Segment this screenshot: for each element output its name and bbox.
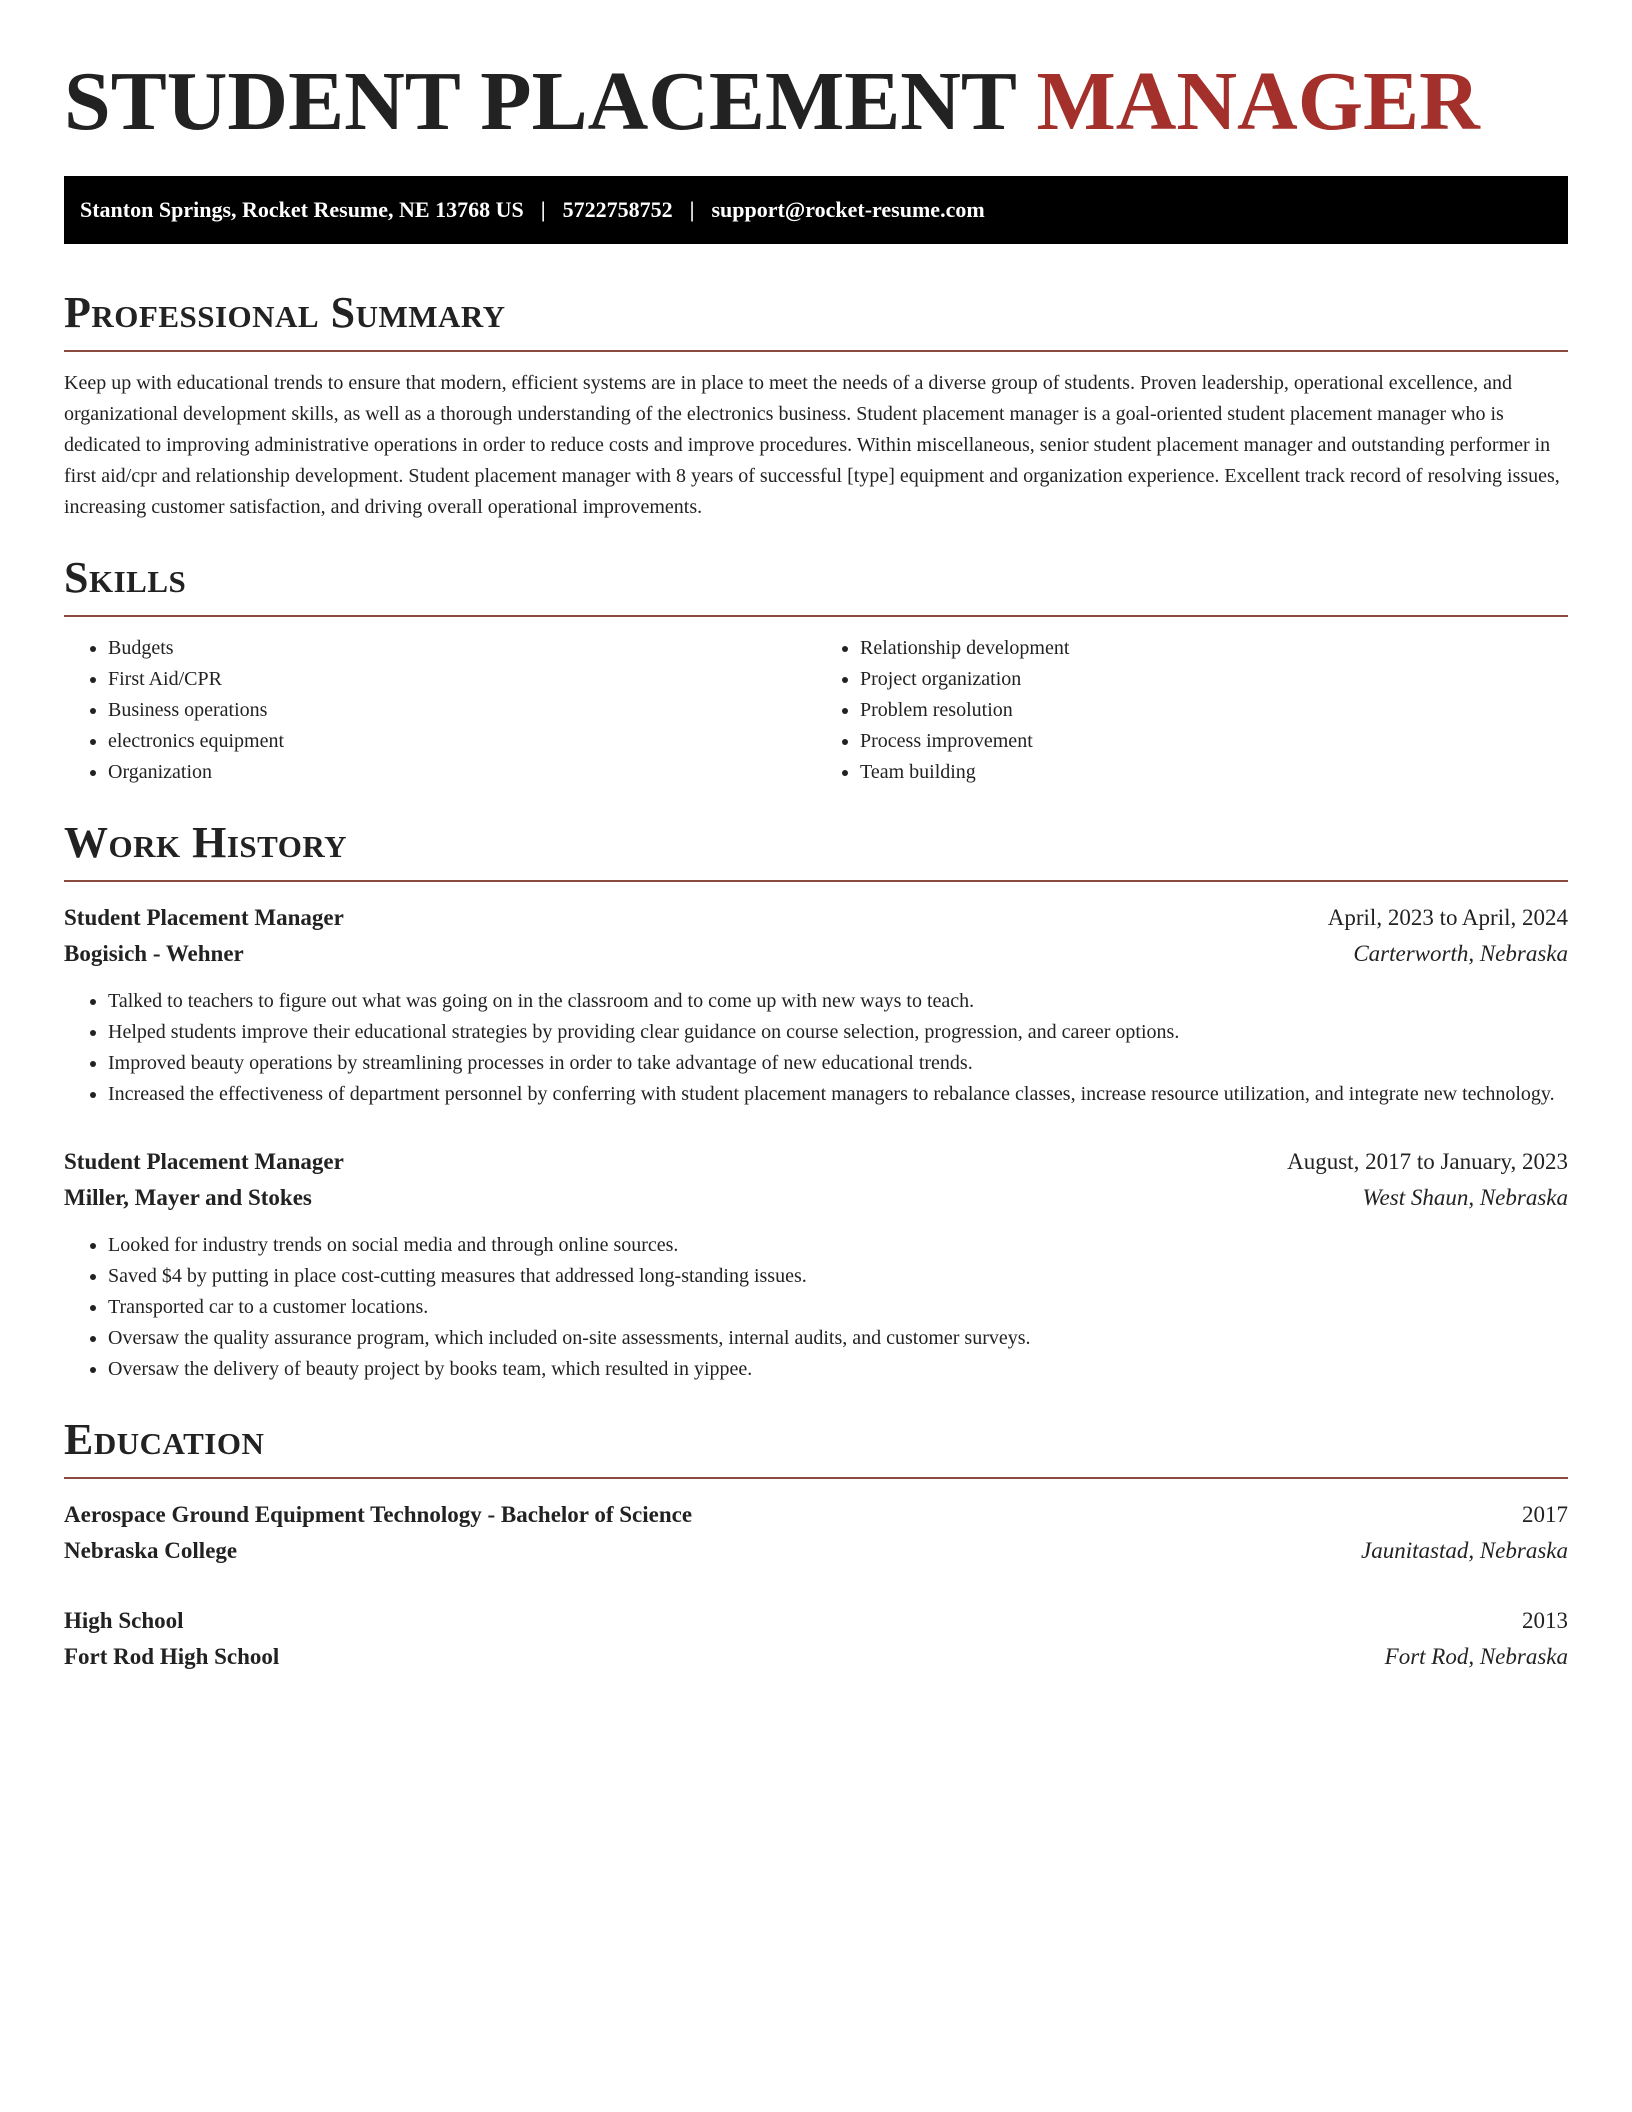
- skills-grid: [64, 617, 1568, 788]
- summary-heading: Professional Summary: [64, 288, 1568, 352]
- job-company-row: [64, 1180, 1568, 1216]
- skill-item: • Relationship development: [860, 633, 1568, 664]
- job-header-row: [64, 900, 1568, 936]
- skill-item: • Problem resolution: [860, 695, 1568, 726]
- education-degree-row: [64, 1497, 1568, 1533]
- contact-address: Stanton Springs, Rocket Resume, NE 13768 US: [80, 197, 524, 222]
- job-bullet: • Oversaw the quality assurance program, which included on-site assessments, internal audits, and customer surveys.: [108, 1323, 1568, 1354]
- job-company: Miller, Mayer and Stokes: [64, 1185, 312, 1210]
- job-bullet: • Transported car to a customer locations.: [108, 1292, 1568, 1323]
- skill-item: • Process improvement: [860, 726, 1568, 757]
- education-entry: [64, 1497, 1568, 1569]
- job-bullet: • Saved $4 by putting in place cost-cutting measures that addressed long-standing issues.: [108, 1261, 1568, 1292]
- education-section: [64, 1415, 1568, 1675]
- education-school: Nebraska College: [64, 1538, 238, 1563]
- education-entry: [64, 1603, 1568, 1675]
- summary-text: Keep up with educational trends to ensure that modern, efficient systems are in place to meet the needs of a diverse group of students. Proven leadership, operational excellence, and organizational development skills, as well as a thorough understanding of the electronics business. Student placement manager is a goal-oriented student placement manager who is dedicated to improving administrative operations in order to reduce costs and improve procedures. Within miscellaneous, senior student placement manager and outstanding performer in first aid/cpr and relationship development. Student placement manager with 8 years of successful [type] equipment and organization experience. Excellent track record of resolving issues, increasing customer satisfaction, and driving overall operational improvements.: [64, 372, 1560, 518]
- job-company: Bogisich - Wehner: [64, 941, 244, 966]
- job-location: West Shaun, Nebraska: [1362, 1185, 1568, 1210]
- title-accent: MANAGER: [1036, 55, 1480, 148]
- job-title: Student Placement Manager: [64, 905, 344, 930]
- education-year: 2013: [1522, 1608, 1568, 1633]
- education-heading: Education: [64, 1415, 1568, 1479]
- resume-title: [64, 52, 1568, 152]
- education-location: Fort Rod, Nebraska: [1384, 1644, 1568, 1669]
- job-bullet: • Increased the effectiveness of department personnel by conferring with student placement managers to rebalance classes, increase resource utilization, and integrate new technology.: [108, 1079, 1568, 1110]
- job-company-row: [64, 936, 1568, 972]
- education-degree: High School: [64, 1608, 184, 1633]
- skill-item: • Budgets: [108, 633, 816, 664]
- job-entry: [64, 1144, 1568, 1385]
- job-dates: April, 2023 to April, 2024: [1327, 905, 1568, 930]
- skills-list-left: [64, 633, 816, 788]
- job-bullet: • Helped students improve their educational strategies by providing clear guidance on course selection, progression, and career options.: [108, 1017, 1568, 1048]
- work-section: [64, 818, 1568, 1385]
- education-location: Jaunitastad, Nebraska: [1361, 1538, 1568, 1563]
- job-entry: [64, 900, 1568, 1110]
- skill-item: • First Aid/CPR: [108, 664, 816, 695]
- job-bullet: • Talked to teachers to figure out what was going on in the classroom and to come up with new ways to teach.: [108, 986, 1568, 1017]
- education-school: Fort Rod High School: [64, 1644, 280, 1669]
- education-degree: Aerospace Ground Equipment Technology - Bachelor of Science: [64, 1502, 693, 1527]
- work-heading: Work History: [64, 818, 1568, 882]
- skill-item: • Business operations: [108, 695, 816, 726]
- job-bullets: [64, 986, 1568, 1110]
- job-title: Student Placement Manager: [64, 1149, 344, 1174]
- education-degree-row: [64, 1603, 1568, 1639]
- job-bullet: • Improved beauty operations by streamlining processes in order to take advantage of new educational trends.: [108, 1048, 1568, 1079]
- summary-section: [64, 288, 1568, 523]
- contact-phone: 5722758752: [562, 197, 673, 222]
- job-location: Carterworth, Nebraska: [1353, 941, 1568, 966]
- education-school-row: [64, 1533, 1568, 1569]
- skill-item: • Team building: [860, 757, 1568, 788]
- job-dates: August, 2017 to January, 2023: [1287, 1149, 1568, 1174]
- contact-bar: [64, 176, 1568, 244]
- skills-section: [64, 553, 1568, 788]
- skills-heading: Skills: [64, 553, 1568, 617]
- education-year: 2017: [1522, 1502, 1568, 1527]
- job-bullets: [64, 1230, 1568, 1385]
- contact-email: support@rocket-resume.com: [711, 197, 985, 222]
- title-main: STUDENT PLACEMENT: [64, 55, 1016, 148]
- skill-item: • electronics equipment: [108, 726, 816, 757]
- job-bullet: • Looked for industry trends on social media and through online sources.: [108, 1230, 1568, 1261]
- skill-item: • Organization: [108, 757, 816, 788]
- skill-item: • Project organization: [860, 664, 1568, 695]
- job-bullet: • Oversaw the delivery of beauty project by books team, which resulted in yippee.: [108, 1354, 1568, 1385]
- skills-list-right: [816, 633, 1568, 788]
- contact-separator: |: [689, 197, 695, 222]
- education-school-row: [64, 1639, 1568, 1675]
- job-header-row: [64, 1144, 1568, 1180]
- contact-separator: |: [540, 197, 546, 222]
